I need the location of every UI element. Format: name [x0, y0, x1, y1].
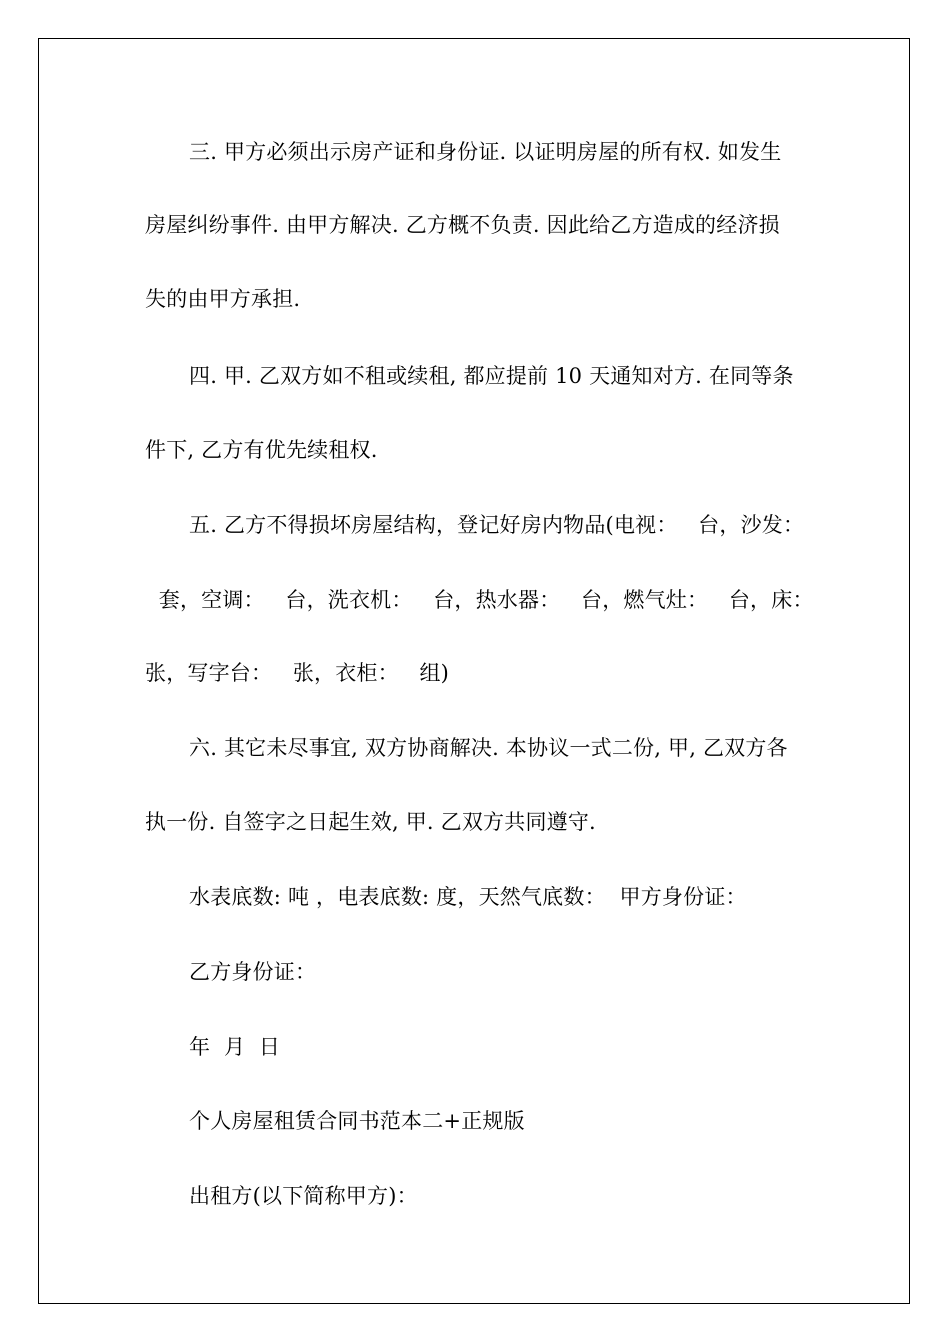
tenant-id-line: 乙方身份证： — [189, 960, 317, 984]
clause-3-line-2: 房屋纠纷事件. 由甲方解决. 乙方概不负责. 因此给乙方造成的经济损 — [145, 213, 780, 237]
clause-5-line-1: 五. 乙方不得损坏房屋结构，登记好房内物品(电视： 台，沙发： — [189, 513, 805, 537]
meter-readings-line: 水表底数: 吨 ，电表底数: 度，天然气底数： 甲方身份证： — [189, 885, 747, 909]
clause-5-line-2: 套，空调： 台，洗衣机： 台，热水器： 台，燃气灶： 台，床： — [145, 588, 814, 612]
clause-6-line-1: 六. 其它未尽事宜, 双方协商解决. 本协议一式二份, 甲, 乙双方各 — [189, 736, 788, 760]
lessor-line: 出租方(以下简称甲方)： — [189, 1184, 418, 1208]
clause-4-line-1: 四. 甲. 乙双方如不租或续租, 都应提前 10 天通知对方. 在同等条 — [189, 364, 794, 388]
clause-3-line-1: 三. 甲方必须出示房产证和身份证. 以证明房屋的所有权. 如发生 — [189, 140, 782, 164]
clause-3-line-3: 失的由甲方承担. — [145, 287, 301, 311]
clause-4-line-2: 件下, 乙方有优先续租权. — [145, 438, 378, 462]
date-line: 年 月 日 — [189, 1035, 281, 1059]
clause-5-line-3: 张，写字台： 张，衣柜： 组) — [145, 661, 450, 685]
clause-6-line-2: 执一份. 自签字之日起生效, 甲. 乙双方共同遵守. — [145, 810, 596, 834]
contract-title-line: 个人房屋租赁合同书范本二+正规版 — [189, 1109, 525, 1133]
